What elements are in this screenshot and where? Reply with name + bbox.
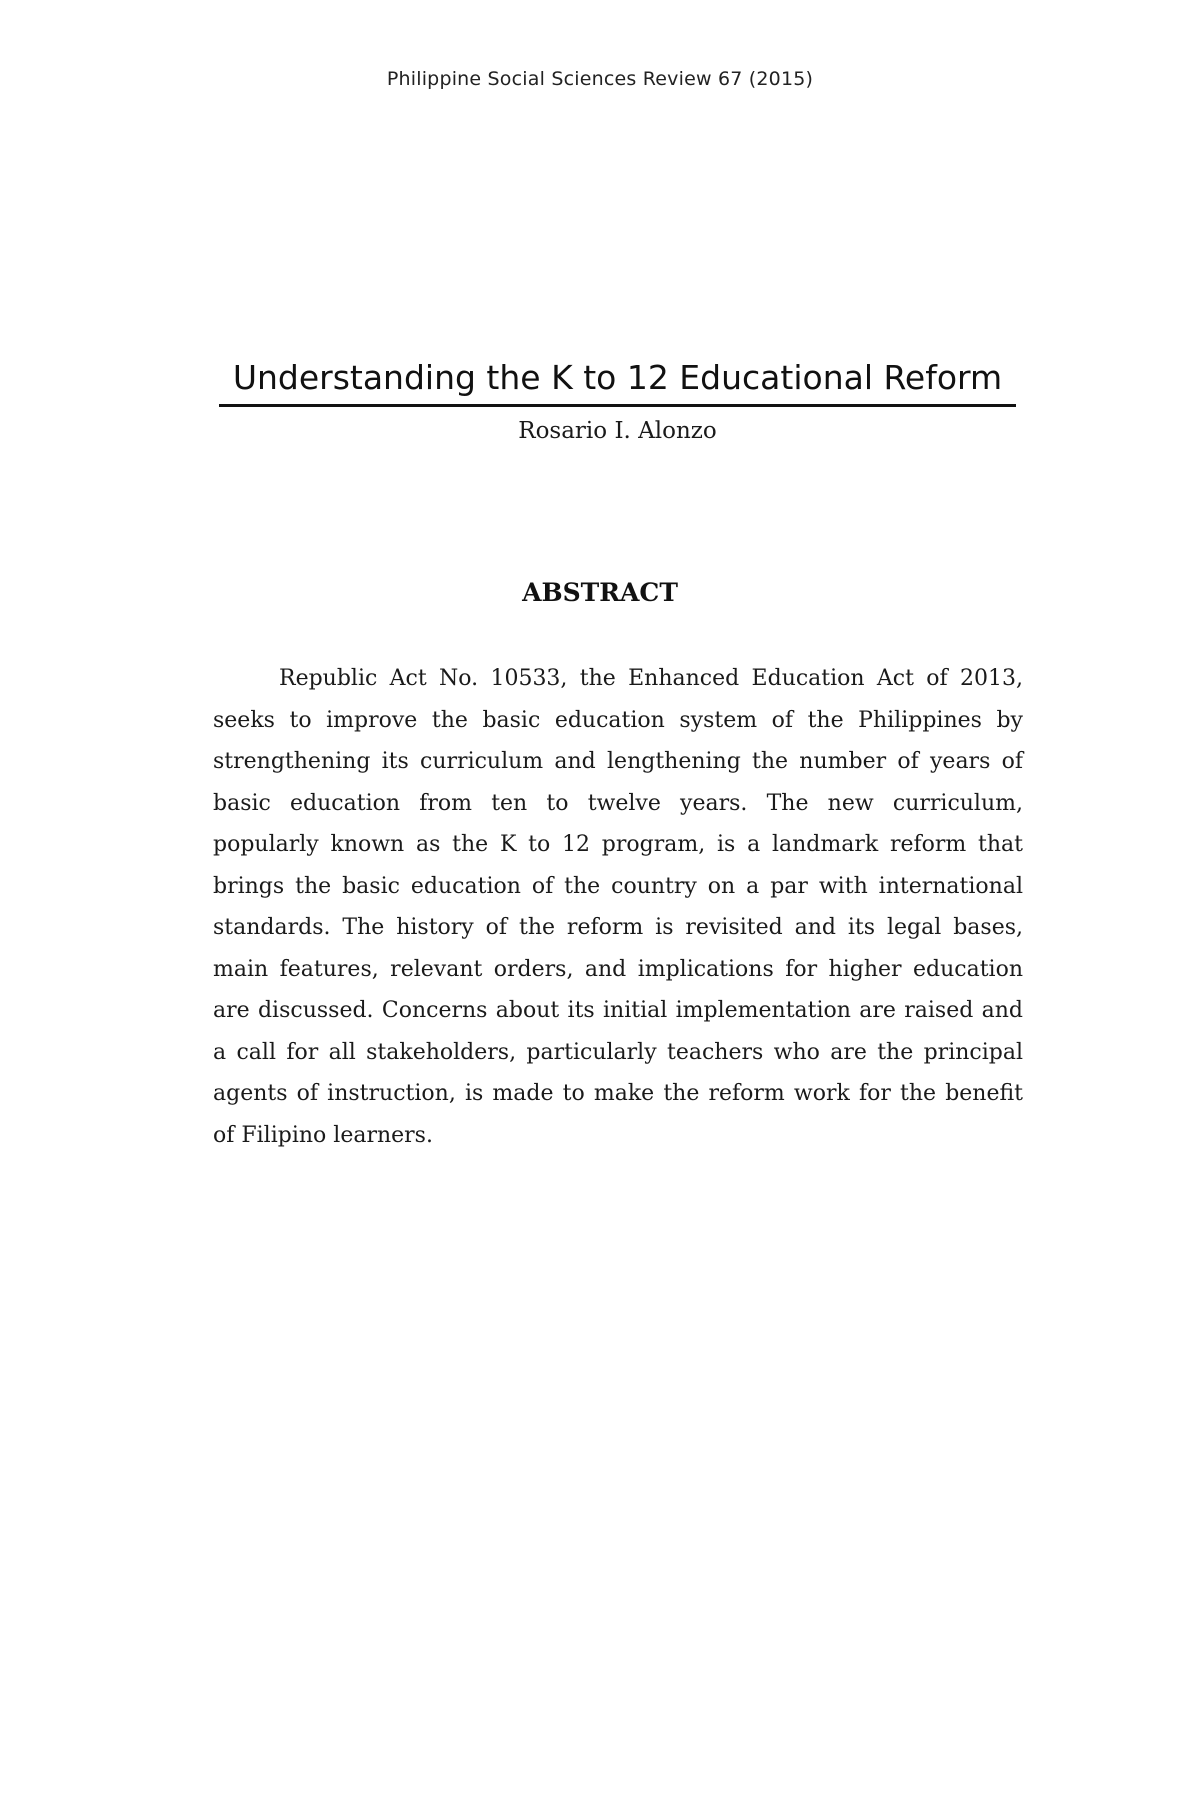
paper-title: Understanding the K to 12 Educational Reform: [219, 354, 1016, 407]
abstract-heading: ABSTRACT: [522, 578, 678, 607]
paper-author: Rosario I. Alonzo: [518, 418, 717, 444]
running-header: Philippine Social Sciences Review 67 (2015): [386, 68, 814, 90]
title-block: [219, 354, 1016, 449]
abstract-body: Republic Act No. 10533, the Enhanced Education Act of 2013, seeks to improve the basic education system of the Philippines by strengthening its curriculum and lengthening the number of years of basic education from ten to twelve years. The new curriculum, popularly known as the K to 12 program, is a landmark reform that brings the basic education of the country on a par with international standards. The history of the reform is revisited and its legal bases, main features, relevant orders, and implications for higher education are discussed. Concerns about its initial implementation are raised and a call for all stakeholders, particularly teachers who are the principal agents of instruction, is made to make the reform work for the benefit of Filipino learners.: [213, 666, 1023, 1148]
